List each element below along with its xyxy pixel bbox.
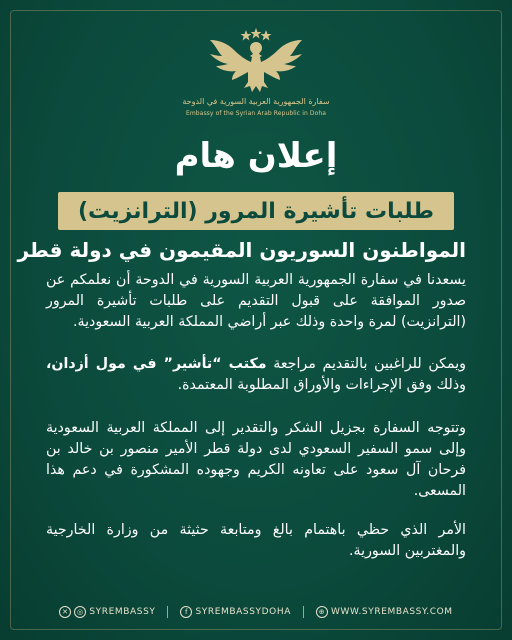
footer-social-facebook[interactable] bbox=[180, 606, 291, 618]
paragraph-2 bbox=[46, 354, 466, 396]
paragraph-1: يسعدنا في سفارة الجمهورية العربية السورية في الدوحة أن نعلمكم عن صدور الموافقة على قبول التقديم على طلبات تأشيرة المرور (الترانزيت) لمرة واحدة وذلك عبر أراضي المملكة العربية السعودية. bbox=[46, 272, 466, 330]
footer-website[interactable] bbox=[316, 606, 453, 618]
paragraph-3: وتتوجه السفارة بجزيل الشكر والتقدير إلى المملكة العربية السعودية وإلى سمو السفير السعودي لدى دولة قطر الأمير منصور بن خالد بن فرحان آل سعود على تعاونه الكريم وجهوده المشكورة في دعم هذا المسعى. bbox=[46, 420, 466, 499]
x-icon: ✕ bbox=[59, 606, 71, 618]
footer-divider bbox=[303, 606, 304, 618]
embassy-name-english: Embassy of the Syrian Arab Republic in Doha bbox=[185, 110, 327, 117]
instagram-icon: ◎ bbox=[74, 606, 86, 618]
footer-divider bbox=[167, 606, 168, 618]
footer-website-url: WWW.SYREMBASSY.COM bbox=[331, 607, 453, 617]
paragraph-2-intro: ويمكن للراغبين بالتقديم مراجعة bbox=[266, 356, 467, 372]
footer-social-x-instagram[interactable] bbox=[59, 606, 155, 618]
announcement-title: إعلان هام bbox=[174, 136, 338, 176]
facebook-icon: f bbox=[180, 606, 192, 618]
footer-handle-2: SYREMBASSYDOHA bbox=[195, 607, 291, 617]
footer bbox=[0, 602, 512, 622]
embassy-name-arabic: سفارة الجمهورية العربية السورية في الدوحة bbox=[182, 97, 330, 106]
paragraph-4: الأمر الذي حظي باهتمام بالغ ومتابعة حثيثة من وزارة الخارجية والمغتربين السورية. bbox=[46, 522, 466, 559]
eagle-emblem-icon bbox=[206, 26, 306, 96]
footer-handle-1: SYREMBASSY bbox=[89, 607, 156, 617]
topic-banner-label: طلبات تأشيرة المرور (الترانزيت) bbox=[77, 198, 435, 224]
paragraph-2-rest: وذلك وفق الإجراءات والأوراق المطلوبة المعتمدة. bbox=[177, 377, 466, 393]
announcement-subtitle: المواطنون السوريون المقيمون في دولة قطر bbox=[17, 238, 466, 262]
paragraph-2-office: مكتب “تأشير” في مول أزدان، bbox=[46, 356, 267, 372]
topic-banner bbox=[58, 192, 454, 230]
globe-icon: ⊕ bbox=[316, 606, 328, 618]
